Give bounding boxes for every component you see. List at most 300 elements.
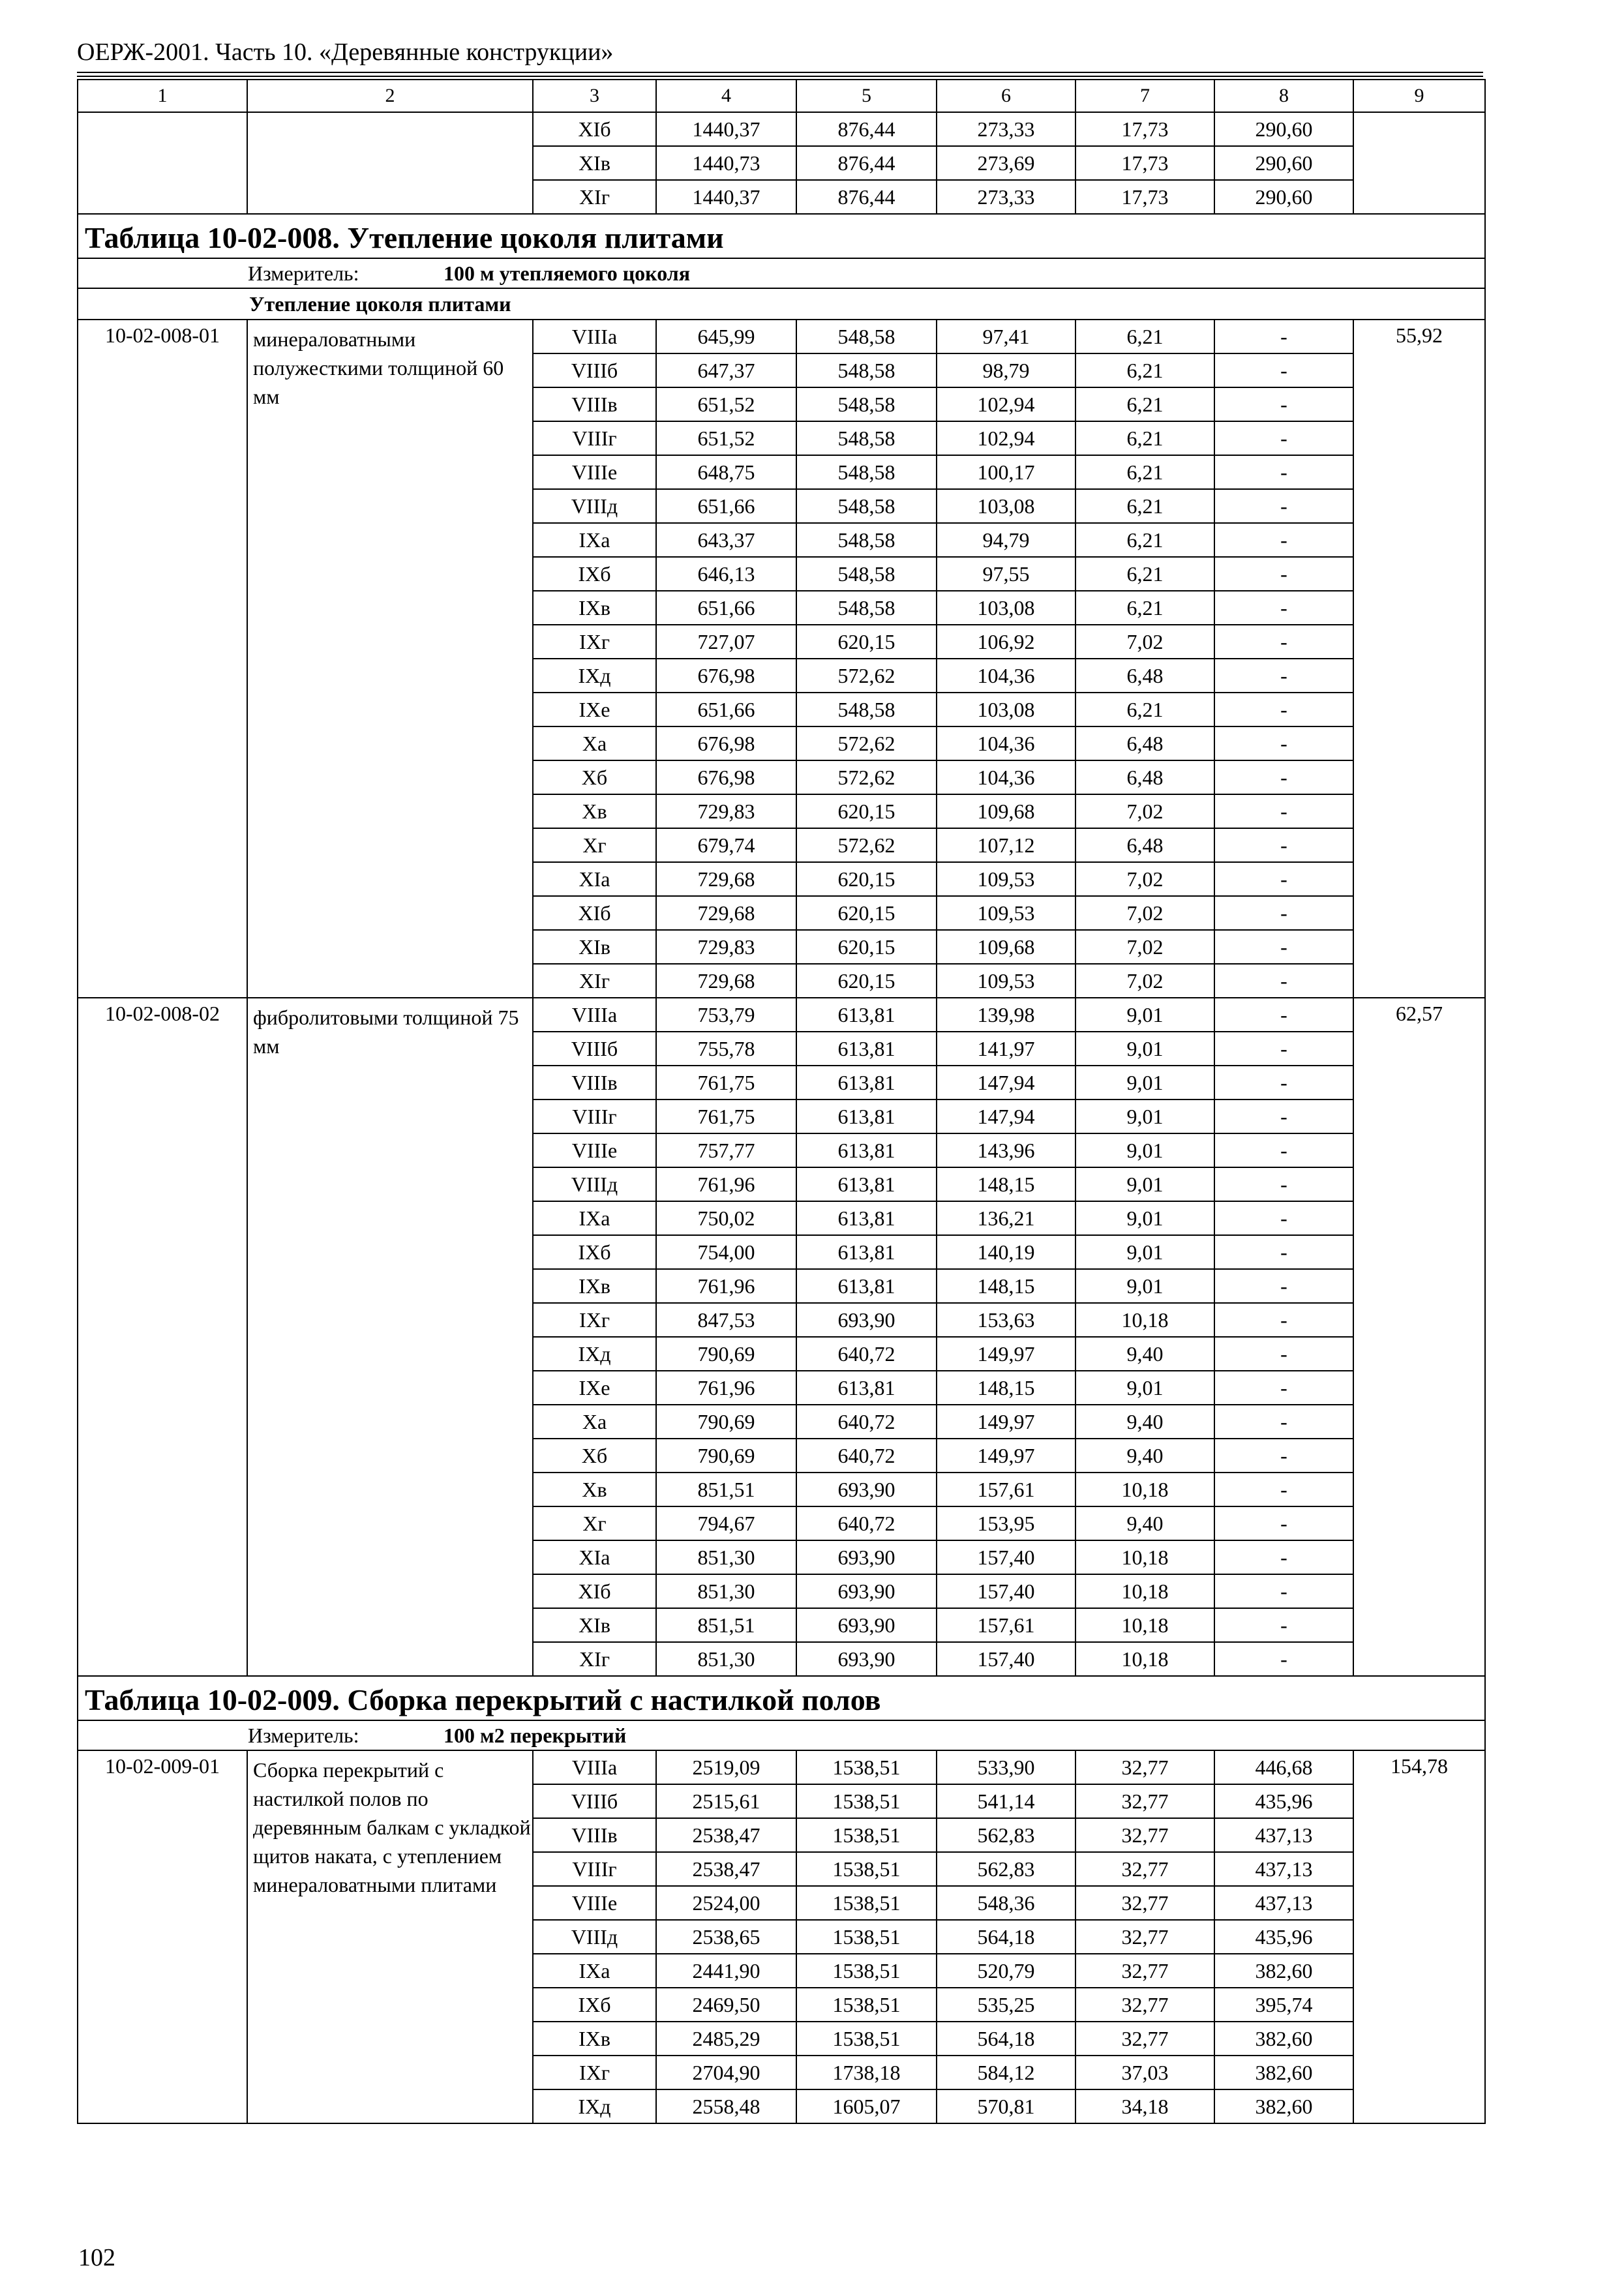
- zone-cell: VIIIв: [533, 1066, 656, 1100]
- direct-cost-cell: 761,96: [656, 1167, 796, 1201]
- materials-cost-cell: 435,96: [1214, 1784, 1353, 1818]
- zone-cell: VIIIд: [533, 1920, 656, 1954]
- description-cell: [247, 112, 533, 214]
- driver-wage-cell: 6,21: [1075, 557, 1214, 591]
- direct-cost-cell: 729,83: [656, 930, 796, 964]
- machine-cost-cell: 273,33: [937, 112, 1075, 146]
- machine-cost-cell: 100,17: [937, 455, 1075, 489]
- labor-cost-cell: 548,58: [796, 693, 937, 726]
- materials-cost-cell: -: [1214, 1405, 1353, 1439]
- materials-cost-cell: -: [1214, 320, 1353, 353]
- zone-cell: VIIIа: [533, 320, 656, 353]
- machine-cost-cell: 109,68: [937, 930, 1075, 964]
- labor-cost-cell: 693,90: [796, 1608, 937, 1642]
- driver-wage-cell: 32,77: [1075, 1784, 1214, 1818]
- direct-cost-cell: 790,69: [656, 1405, 796, 1439]
- materials-cost-cell: -: [1214, 930, 1353, 964]
- description-cell: Сборка перекрытий с настилкой полов по деревянным балкам с укладкой щитов наката, с утеплением минераловатными плитами: [247, 1750, 533, 2123]
- materials-cost-cell: -: [1214, 1337, 1353, 1371]
- direct-cost-cell: 851,30: [656, 1642, 796, 1676]
- zone-cell: IXв: [533, 1269, 656, 1303]
- zone-cell: XIб: [533, 1574, 656, 1608]
- zone-cell: Xг: [533, 1506, 656, 1540]
- column-number: 5: [796, 80, 937, 112]
- direct-cost-cell: 679,74: [656, 828, 796, 862]
- labor-hours-cell: 62,57: [1353, 998, 1485, 1676]
- machine-cost-cell: 273,69: [937, 146, 1075, 180]
- materials-cost-cell: 437,13: [1214, 1852, 1353, 1886]
- subheading: Утепление цоколя плитами: [78, 288, 1485, 320]
- labor-cost-cell: 640,72: [796, 1337, 937, 1371]
- driver-wage-cell: 6,21: [1075, 591, 1214, 625]
- materials-cost-cell: -: [1214, 794, 1353, 828]
- materials-cost-cell: 382,60: [1214, 2022, 1353, 2056]
- column-number: 4: [656, 80, 796, 112]
- materials-cost-cell: -: [1214, 1371, 1353, 1405]
- materials-cost-cell: 382,60: [1214, 2056, 1353, 2089]
- materials-cost-cell: -: [1214, 1608, 1353, 1642]
- zone-cell: XIа: [533, 862, 656, 896]
- direct-cost-cell: 2519,09: [656, 1750, 796, 1784]
- direct-cost-cell: 2485,29: [656, 2022, 796, 2056]
- direct-cost-cell: 761,75: [656, 1100, 796, 1133]
- direct-cost-cell: 851,51: [656, 1473, 796, 1506]
- table-row: [78, 112, 1485, 146]
- direct-cost-cell: 794,67: [656, 1506, 796, 1540]
- materials-cost-cell: -: [1214, 1473, 1353, 1506]
- labor-cost-cell: 1538,51: [796, 1784, 937, 1818]
- description-cell: фибролитовыми толщиной 75 мм: [247, 998, 533, 1676]
- direct-cost-cell: 790,69: [656, 1337, 796, 1371]
- materials-cost-cell: -: [1214, 760, 1353, 794]
- direct-cost-cell: 2441,90: [656, 1954, 796, 1988]
- zone-cell: XIв: [533, 146, 656, 180]
- machine-cost-cell: 102,94: [937, 387, 1075, 421]
- labor-cost-cell: 613,81: [796, 1235, 937, 1269]
- column-number: 9: [1353, 80, 1485, 112]
- zone-cell: VIIIа: [533, 1750, 656, 1784]
- direct-cost-cell: 750,02: [656, 1201, 796, 1235]
- materials-cost-cell: 382,60: [1214, 2089, 1353, 2123]
- zone-cell: IXе: [533, 693, 656, 726]
- direct-cost-cell: 651,66: [656, 693, 796, 726]
- page-header: ОЕРЖ-2001. Часть 10. «Деревянные конструкции»: [77, 38, 614, 66]
- driver-wage-cell: 7,02: [1075, 964, 1214, 998]
- materials-cost-cell: -: [1214, 1235, 1353, 1269]
- zone-cell: VIIIе: [533, 1886, 656, 1920]
- rates-table: [77, 79, 1486, 2124]
- driver-wage-cell: 9,01: [1075, 1167, 1214, 1201]
- direct-cost-cell: 2538,65: [656, 1920, 796, 1954]
- zone-cell: Xг: [533, 828, 656, 862]
- driver-wage-cell: 9,01: [1075, 1371, 1214, 1405]
- labor-cost-cell: 572,62: [796, 828, 937, 862]
- labor-cost-cell: 640,72: [796, 1405, 937, 1439]
- labor-cost-cell: 1538,51: [796, 1852, 937, 1886]
- rates-table-body: [78, 80, 1485, 2123]
- labor-hours-cell: 154,78: [1353, 1750, 1485, 2123]
- labor-cost-cell: 620,15: [796, 896, 937, 930]
- zone-cell: IXв: [533, 591, 656, 625]
- labor-cost-cell: 548,58: [796, 591, 937, 625]
- labor-cost-cell: 1538,51: [796, 2022, 937, 2056]
- table-row: [78, 320, 1485, 353]
- labor-cost-cell: 613,81: [796, 1100, 937, 1133]
- driver-wage-cell: 6,21: [1075, 320, 1214, 353]
- table-title: Таблица 10-02-009. Сборка перекрытий с настилкой полов: [78, 1676, 1485, 1720]
- machine-cost-cell: 584,12: [937, 2056, 1075, 2089]
- table-row: [78, 998, 1485, 1032]
- direct-cost-cell: 651,66: [656, 489, 796, 523]
- direct-cost-cell: 761,96: [656, 1371, 796, 1405]
- labor-cost-cell: 1605,07: [796, 2089, 937, 2123]
- materials-cost-cell: -: [1214, 1303, 1353, 1337]
- column-number: 8: [1214, 80, 1353, 112]
- machine-cost-cell: 97,41: [937, 320, 1075, 353]
- machine-cost-cell: 97,55: [937, 557, 1075, 591]
- direct-cost-cell: 643,37: [656, 523, 796, 557]
- driver-wage-cell: 7,02: [1075, 930, 1214, 964]
- materials-cost-cell: -: [1214, 625, 1353, 659]
- materials-cost-cell: -: [1214, 1100, 1353, 1133]
- zone-cell: VIIIе: [533, 1133, 656, 1167]
- machine-cost-cell: 562,83: [937, 1818, 1075, 1852]
- machine-cost-cell: 149,97: [937, 1439, 1075, 1473]
- meter-label: Измеритель:: [248, 262, 359, 285]
- driver-wage-cell: 6,21: [1075, 421, 1214, 455]
- driver-wage-cell: 7,02: [1075, 794, 1214, 828]
- direct-cost-cell: 757,77: [656, 1133, 796, 1167]
- driver-wage-cell: 6,21: [1075, 455, 1214, 489]
- driver-wage-cell: 9,01: [1075, 1100, 1214, 1133]
- driver-wage-cell: 10,18: [1075, 1473, 1214, 1506]
- driver-wage-cell: 32,77: [1075, 1818, 1214, 1852]
- direct-cost-cell: 851,51: [656, 1608, 796, 1642]
- machine-cost-cell: 109,53: [937, 896, 1075, 930]
- direct-cost-cell: 851,30: [656, 1540, 796, 1574]
- zone-cell: IXб: [533, 557, 656, 591]
- zone-cell: IXа: [533, 523, 656, 557]
- column-number: 2: [247, 80, 533, 112]
- direct-cost-cell: 729,68: [656, 896, 796, 930]
- direct-cost-cell: 753,79: [656, 998, 796, 1032]
- machine-cost-cell: 98,79: [937, 353, 1075, 387]
- meter-cell: [78, 258, 1485, 288]
- labor-cost-cell: 620,15: [796, 862, 937, 896]
- meter-row: [78, 258, 1485, 288]
- direct-cost-cell: 651,66: [656, 591, 796, 625]
- driver-wage-cell: 6,48: [1075, 726, 1214, 760]
- direct-cost-cell: 1440,73: [656, 146, 796, 180]
- labor-hours-cell: 55,92: [1353, 320, 1485, 998]
- zone-cell: IXе: [533, 1371, 656, 1405]
- zone-cell: IXг: [533, 2056, 656, 2089]
- driver-wage-cell: 9,01: [1075, 1133, 1214, 1167]
- machine-cost-cell: 102,94: [937, 421, 1075, 455]
- labor-cost-cell: 876,44: [796, 180, 937, 214]
- labor-cost-cell: 620,15: [796, 625, 937, 659]
- direct-cost-cell: 651,52: [656, 387, 796, 421]
- labor-cost-cell: 548,58: [796, 489, 937, 523]
- materials-cost-cell: -: [1214, 557, 1353, 591]
- labor-cost-cell: 1538,51: [796, 1886, 937, 1920]
- meter-label: Измеритель:: [248, 1724, 359, 1747]
- machine-cost-cell: 104,36: [937, 760, 1075, 794]
- direct-cost-cell: 2704,90: [656, 2056, 796, 2089]
- zone-cell: VIIIб: [533, 1032, 656, 1066]
- driver-wage-cell: 32,77: [1075, 2022, 1214, 2056]
- zone-cell: XIа: [533, 1540, 656, 1574]
- materials-cost-cell: 382,60: [1214, 1954, 1353, 1988]
- labor-cost-cell: 1738,18: [796, 2056, 937, 2089]
- machine-cost-cell: 157,40: [937, 1540, 1075, 1574]
- zone-cell: IXг: [533, 1303, 656, 1337]
- direct-cost-cell: 645,99: [656, 320, 796, 353]
- direct-cost-cell: 729,68: [656, 964, 796, 998]
- driver-wage-cell: 37,03: [1075, 2056, 1214, 2089]
- driver-wage-cell: 7,02: [1075, 862, 1214, 896]
- zone-cell: VIIIа: [533, 998, 656, 1032]
- direct-cost-cell: 651,52: [656, 421, 796, 455]
- direct-cost-cell: 729,83: [656, 794, 796, 828]
- column-number: 6: [937, 80, 1075, 112]
- direct-cost-cell: 847,53: [656, 1303, 796, 1337]
- zone-cell: XIб: [533, 112, 656, 146]
- meter-cell: [78, 1720, 1485, 1750]
- machine-cost-cell: 147,94: [937, 1100, 1075, 1133]
- driver-wage-cell: 9,01: [1075, 1235, 1214, 1269]
- machine-cost-cell: 157,40: [937, 1574, 1075, 1608]
- driver-wage-cell: 6,21: [1075, 693, 1214, 726]
- driver-wage-cell: 32,77: [1075, 1750, 1214, 1784]
- zone-cell: VIIIб: [533, 1784, 656, 1818]
- materials-cost-cell: -: [1214, 1167, 1353, 1201]
- machine-cost-cell: 143,96: [937, 1133, 1075, 1167]
- labor-cost-cell: 620,15: [796, 964, 937, 998]
- description-cell: минераловатными полужесткими толщиной 60 мм: [247, 320, 533, 998]
- driver-wage-cell: 10,18: [1075, 1642, 1214, 1676]
- meter-value: 100 м2 перекрытий: [444, 1724, 627, 1747]
- materials-cost-cell: -: [1214, 523, 1353, 557]
- labor-cost-cell: 613,81: [796, 1371, 937, 1405]
- labor-cost-cell: 1538,51: [796, 1750, 937, 1784]
- direct-cost-cell: 646,13: [656, 557, 796, 591]
- labor-cost-cell: 1538,51: [796, 1920, 937, 1954]
- zone-cell: XIв: [533, 1608, 656, 1642]
- machine-cost-cell: 520,79: [937, 1954, 1075, 1988]
- materials-cost-cell: -: [1214, 1066, 1353, 1100]
- machine-cost-cell: 140,19: [937, 1235, 1075, 1269]
- machine-cost-cell: 109,53: [937, 964, 1075, 998]
- machine-cost-cell: 564,18: [937, 1920, 1075, 1954]
- materials-cost-cell: -: [1214, 659, 1353, 693]
- direct-cost-cell: 2515,61: [656, 1784, 796, 1818]
- materials-cost-cell: -: [1214, 421, 1353, 455]
- materials-cost-cell: -: [1214, 828, 1353, 862]
- code-cell: 10-02-008-01: [78, 320, 247, 998]
- zone-cell: Xв: [533, 794, 656, 828]
- zone-cell: IXа: [533, 1201, 656, 1235]
- materials-cost-cell: -: [1214, 1540, 1353, 1574]
- driver-wage-cell: 9,40: [1075, 1337, 1214, 1371]
- column-number: 3: [533, 80, 656, 112]
- machine-cost-cell: 533,90: [937, 1750, 1075, 1784]
- materials-cost-cell: -: [1214, 896, 1353, 930]
- labor-cost-cell: 693,90: [796, 1540, 937, 1574]
- machine-cost-cell: 139,98: [937, 998, 1075, 1032]
- machine-cost-cell: 148,15: [937, 1269, 1075, 1303]
- machine-cost-cell: 148,15: [937, 1167, 1075, 1201]
- zone-cell: VIIIд: [533, 489, 656, 523]
- labor-cost-cell: 640,72: [796, 1506, 937, 1540]
- driver-wage-cell: 6,21: [1075, 523, 1214, 557]
- driver-wage-cell: 32,77: [1075, 1886, 1214, 1920]
- subheading-row: [78, 288, 1485, 320]
- direct-cost-cell: 790,69: [656, 1439, 796, 1473]
- zone-cell: IXг: [533, 625, 656, 659]
- zone-cell: VIIIд: [533, 1167, 656, 1201]
- driver-wage-cell: 9,40: [1075, 1506, 1214, 1540]
- driver-wage-cell: 32,77: [1075, 1852, 1214, 1886]
- zone-cell: Xа: [533, 726, 656, 760]
- driver-wage-cell: 9,01: [1075, 1066, 1214, 1100]
- materials-cost-cell: 290,60: [1214, 180, 1353, 214]
- driver-wage-cell: 6,21: [1075, 387, 1214, 421]
- driver-wage-cell: 9,01: [1075, 1269, 1214, 1303]
- materials-cost-cell: -: [1214, 1133, 1353, 1167]
- header-rule: [77, 72, 1483, 73]
- labor-cost-cell: 640,72: [796, 1439, 937, 1473]
- zone-cell: VIIIг: [533, 421, 656, 455]
- direct-cost-cell: 2469,50: [656, 1988, 796, 2022]
- materials-cost-cell: 446,68: [1214, 1750, 1353, 1784]
- materials-cost-cell: -: [1214, 1506, 1353, 1540]
- materials-cost-cell: -: [1214, 1201, 1353, 1235]
- direct-cost-cell: 648,75: [656, 455, 796, 489]
- labor-cost-cell: 572,62: [796, 726, 937, 760]
- labor-hours-cell: [1353, 112, 1485, 214]
- code-cell: 10-02-008-02: [78, 998, 247, 1676]
- driver-wage-cell: 17,73: [1075, 112, 1214, 146]
- machine-cost-cell: 273,33: [937, 180, 1075, 214]
- materials-cost-cell: 437,13: [1214, 1886, 1353, 1920]
- zone-cell: IXа: [533, 1954, 656, 1988]
- meter-row: [78, 1720, 1485, 1750]
- materials-cost-cell: -: [1214, 1439, 1353, 1473]
- materials-cost-cell: 437,13: [1214, 1818, 1353, 1852]
- driver-wage-cell: 7,02: [1075, 896, 1214, 930]
- column-number: 7: [1075, 80, 1214, 112]
- driver-wage-cell: 6,48: [1075, 659, 1214, 693]
- driver-wage-cell: 6,21: [1075, 353, 1214, 387]
- labor-cost-cell: 613,81: [796, 1167, 937, 1201]
- materials-cost-cell: 395,74: [1214, 1988, 1353, 2022]
- driver-wage-cell: 10,18: [1075, 1574, 1214, 1608]
- direct-cost-cell: 676,98: [656, 760, 796, 794]
- direct-cost-cell: 754,00: [656, 1235, 796, 1269]
- driver-wage-cell: 7,02: [1075, 625, 1214, 659]
- labor-cost-cell: 1538,51: [796, 1818, 937, 1852]
- zone-cell: IXб: [533, 1235, 656, 1269]
- labor-cost-cell: 572,62: [796, 760, 937, 794]
- machine-cost-cell: 103,08: [937, 591, 1075, 625]
- labor-cost-cell: 1538,51: [796, 1954, 937, 1988]
- labor-cost-cell: 693,90: [796, 1303, 937, 1337]
- direct-cost-cell: 2538,47: [656, 1852, 796, 1886]
- labor-cost-cell: 548,58: [796, 353, 937, 387]
- labor-cost-cell: 620,15: [796, 794, 937, 828]
- machine-cost-cell: 570,81: [937, 2089, 1075, 2123]
- zone-cell: Xб: [533, 760, 656, 794]
- zone-cell: Xв: [533, 1473, 656, 1506]
- driver-wage-cell: 9,40: [1075, 1439, 1214, 1473]
- machine-cost-cell: 149,97: [937, 1337, 1075, 1371]
- machine-cost-cell: 548,36: [937, 1886, 1075, 1920]
- direct-cost-cell: 1440,37: [656, 112, 796, 146]
- machine-cost-cell: 141,97: [937, 1032, 1075, 1066]
- labor-cost-cell: 548,58: [796, 557, 937, 591]
- zone-cell: VIIIе: [533, 455, 656, 489]
- driver-wage-cell: 9,01: [1075, 998, 1214, 1032]
- zone-cell: IXв: [533, 2022, 656, 2056]
- driver-wage-cell: 9,01: [1075, 1032, 1214, 1066]
- driver-wage-cell: 32,77: [1075, 1954, 1214, 1988]
- table-row: [78, 1750, 1485, 1784]
- materials-cost-cell: -: [1214, 1574, 1353, 1608]
- machine-cost-cell: 147,94: [937, 1066, 1075, 1100]
- machine-cost-cell: 104,36: [937, 659, 1075, 693]
- materials-cost-cell: -: [1214, 353, 1353, 387]
- labor-cost-cell: 548,58: [796, 387, 937, 421]
- materials-cost-cell: -: [1214, 726, 1353, 760]
- machine-cost-cell: 109,53: [937, 862, 1075, 896]
- driver-wage-cell: 6,48: [1075, 828, 1214, 862]
- machine-cost-cell: 535,25: [937, 1988, 1075, 2022]
- materials-cost-cell: -: [1214, 998, 1353, 1032]
- materials-cost-cell: -: [1214, 1032, 1353, 1066]
- direct-cost-cell: 676,98: [656, 659, 796, 693]
- machine-cost-cell: 153,95: [937, 1506, 1075, 1540]
- materials-cost-cell: 435,96: [1214, 1920, 1353, 1954]
- zone-cell: VIIIг: [533, 1100, 656, 1133]
- direct-cost-cell: 761,75: [656, 1066, 796, 1100]
- zone-cell: VIIIв: [533, 387, 656, 421]
- driver-wage-cell: 6,21: [1075, 489, 1214, 523]
- materials-cost-cell: -: [1214, 862, 1353, 896]
- driver-wage-cell: 17,73: [1075, 146, 1214, 180]
- labor-cost-cell: 693,90: [796, 1642, 937, 1676]
- labor-cost-cell: 613,81: [796, 1032, 937, 1066]
- materials-cost-cell: 290,60: [1214, 146, 1353, 180]
- zone-cell: Xа: [533, 1405, 656, 1439]
- labor-cost-cell: 572,62: [796, 659, 937, 693]
- driver-wage-cell: 9,40: [1075, 1405, 1214, 1439]
- zone-cell: XIб: [533, 896, 656, 930]
- driver-wage-cell: 32,77: [1075, 1920, 1214, 1954]
- direct-cost-cell: 647,37: [656, 353, 796, 387]
- machine-cost-cell: 149,97: [937, 1405, 1075, 1439]
- page-number: 102: [78, 2244, 115, 2271]
- zone-cell: XIг: [533, 964, 656, 998]
- driver-wage-cell: 17,73: [1075, 180, 1214, 214]
- driver-wage-cell: 32,77: [1075, 1988, 1214, 2022]
- labor-cost-cell: 613,81: [796, 1133, 937, 1167]
- machine-cost-cell: 106,92: [937, 625, 1075, 659]
- machine-cost-cell: 104,36: [937, 726, 1075, 760]
- zone-cell: Xб: [533, 1439, 656, 1473]
- materials-cost-cell: -: [1214, 455, 1353, 489]
- table-title-row: [78, 214, 1485, 258]
